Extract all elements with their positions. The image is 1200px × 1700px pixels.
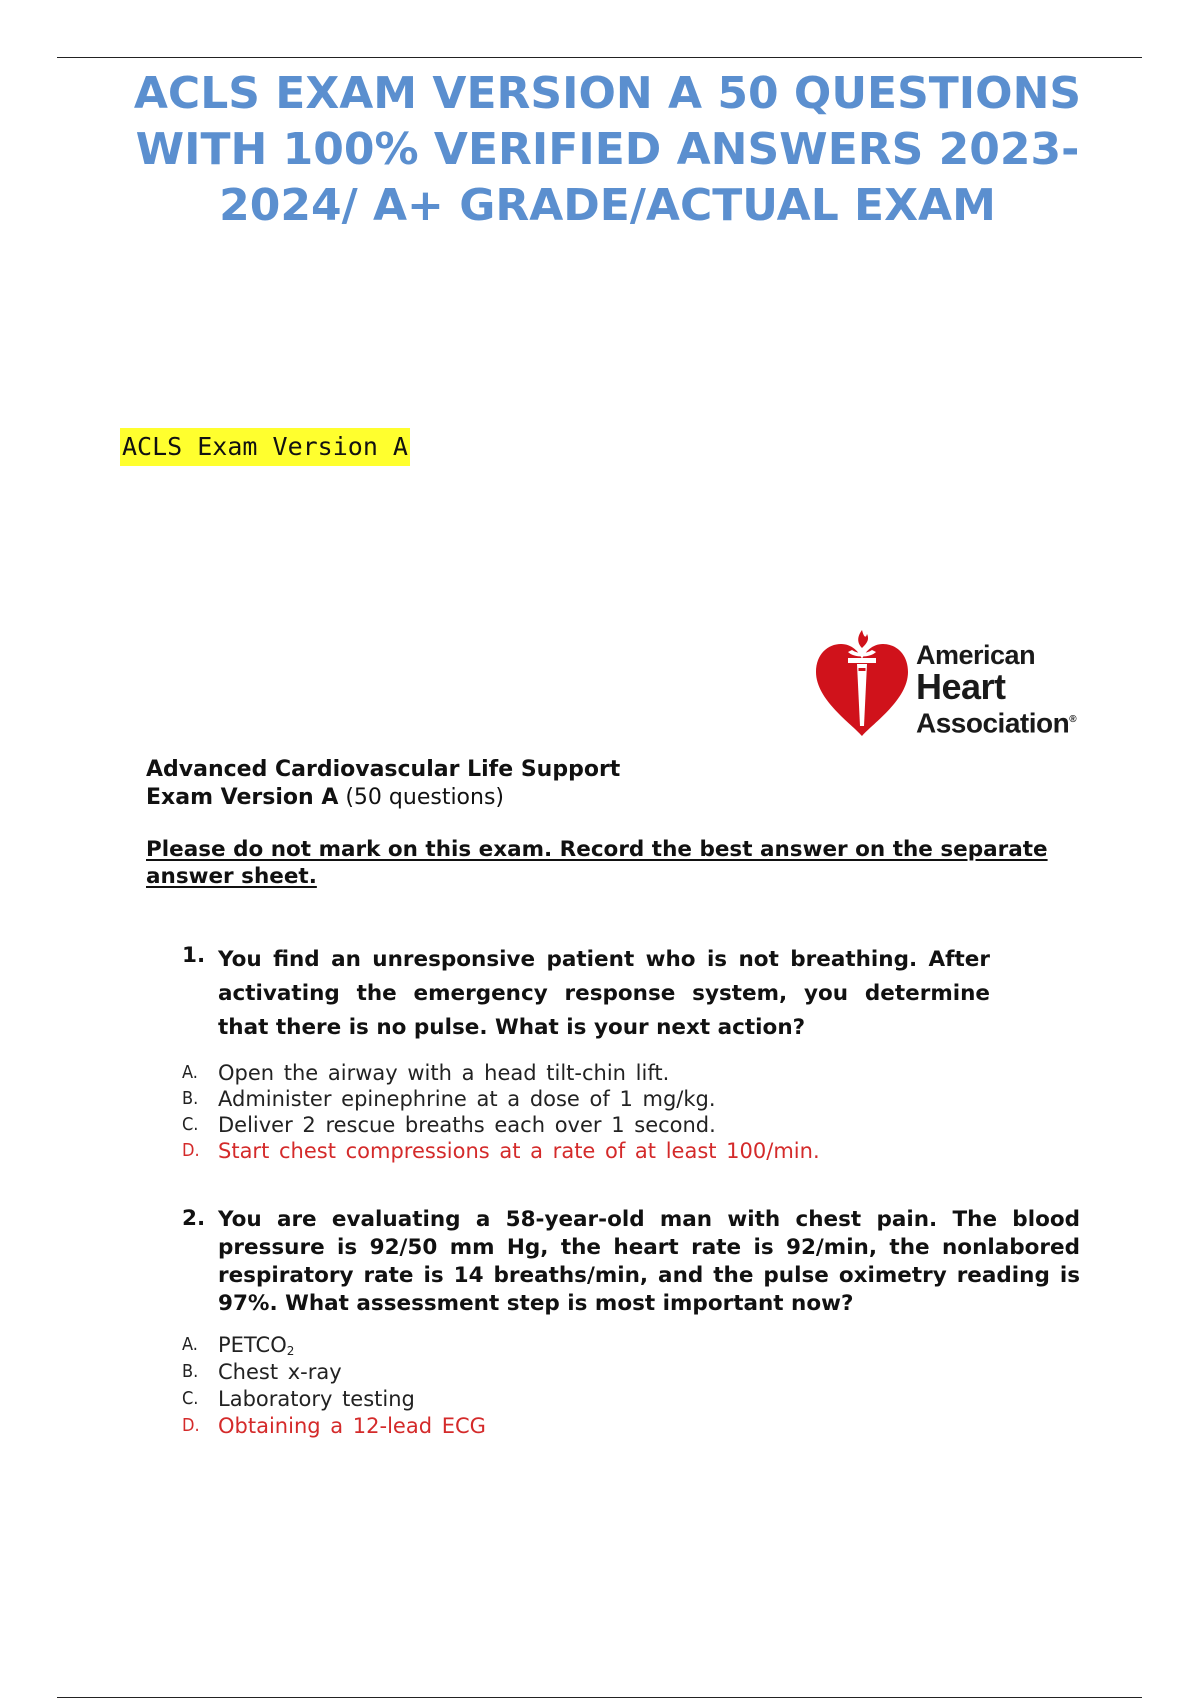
option-text: $PETCO_2$ <box>218 1333 295 1358</box>
option-letter: D. <box>182 1140 200 1161</box>
subscript-2: 2 <box>286 1344 295 1358</box>
top-rule <box>57 57 1142 58</box>
option-letter: C. <box>182 1114 199 1135</box>
aha-wordmark <box>916 640 1076 739</box>
option-text: Administer epinephrine at a dose of 1 mg/kg. <box>218 1087 716 1111</box>
aha-line-american: American <box>916 640 1036 670</box>
option-text: Deliver 2 rescue breaths each over 1 second. <box>218 1113 716 1137</box>
aha-line-heart: Heart <box>916 666 1006 707</box>
question-number: 2. <box>182 1206 206 1231</box>
option-text: Laboratory testing <box>218 1387 415 1411</box>
option-text: Obtaining a 12-lead ECG <box>218 1414 486 1438</box>
question-number: 1. <box>182 943 206 968</box>
course-name: Advanced Cardiovascular Life Support <box>146 757 621 782</box>
exam-question-count: (50 questions) <box>338 785 504 810</box>
option-text: Chest x-ray <box>218 1360 342 1384</box>
option-text: Start chest compressions at a rate of at least 100/min. <box>218 1139 820 1163</box>
exam-version-highlight: ACLS Exam Version A <box>120 428 410 466</box>
option-letter: B. <box>182 1361 199 1382</box>
option-text: Open the airway with a head tilt-chin lift. <box>218 1061 670 1085</box>
exam-instruction: Please do not mark on this exam. Record the best answer on the separate answer sheet. <box>146 837 1048 889</box>
course-info <box>146 756 620 812</box>
question-text: You find an unresponsive patient who is not breathing. After activating the emergency response system, you determine that there is no pulse. What is your next action? <box>218 947 990 1040</box>
document-title: ACLS EXAM VERSION A 50 QUESTIONS WITH 100% VERIFIED ANSWERS 2023-2024/ A+ GRADE/ACTUAL EXAM <box>133 68 1082 231</box>
exam-version-line <box>146 784 620 812</box>
aha-line-association: Association® <box>916 707 1077 739</box>
option-letter: C. <box>182 1388 199 1409</box>
registered-mark: ® <box>1069 714 1077 725</box>
option-letter: D. <box>182 1415 200 1436</box>
american-heart-association-logo <box>812 628 1092 740</box>
question-text: You are evaluating a 58-year-old man with chest pain. The blood pressure is 92/50 mm Hg, the heart rate is 92/min, the nonlabored respiratory rate is 14 breaths/min, and the pulse oximetry reading is 97%. What assessment step is most important now? <box>218 1207 1080 1316</box>
exam-version-label: Exam Version A <box>146 785 339 810</box>
bottom-rule <box>57 1697 1142 1698</box>
option-letter: A. <box>182 1062 198 1083</box>
option-letter: B. <box>182 1088 199 1109</box>
option-letter: A. <box>182 1334 198 1355</box>
heart-torch-icon <box>812 628 912 740</box>
